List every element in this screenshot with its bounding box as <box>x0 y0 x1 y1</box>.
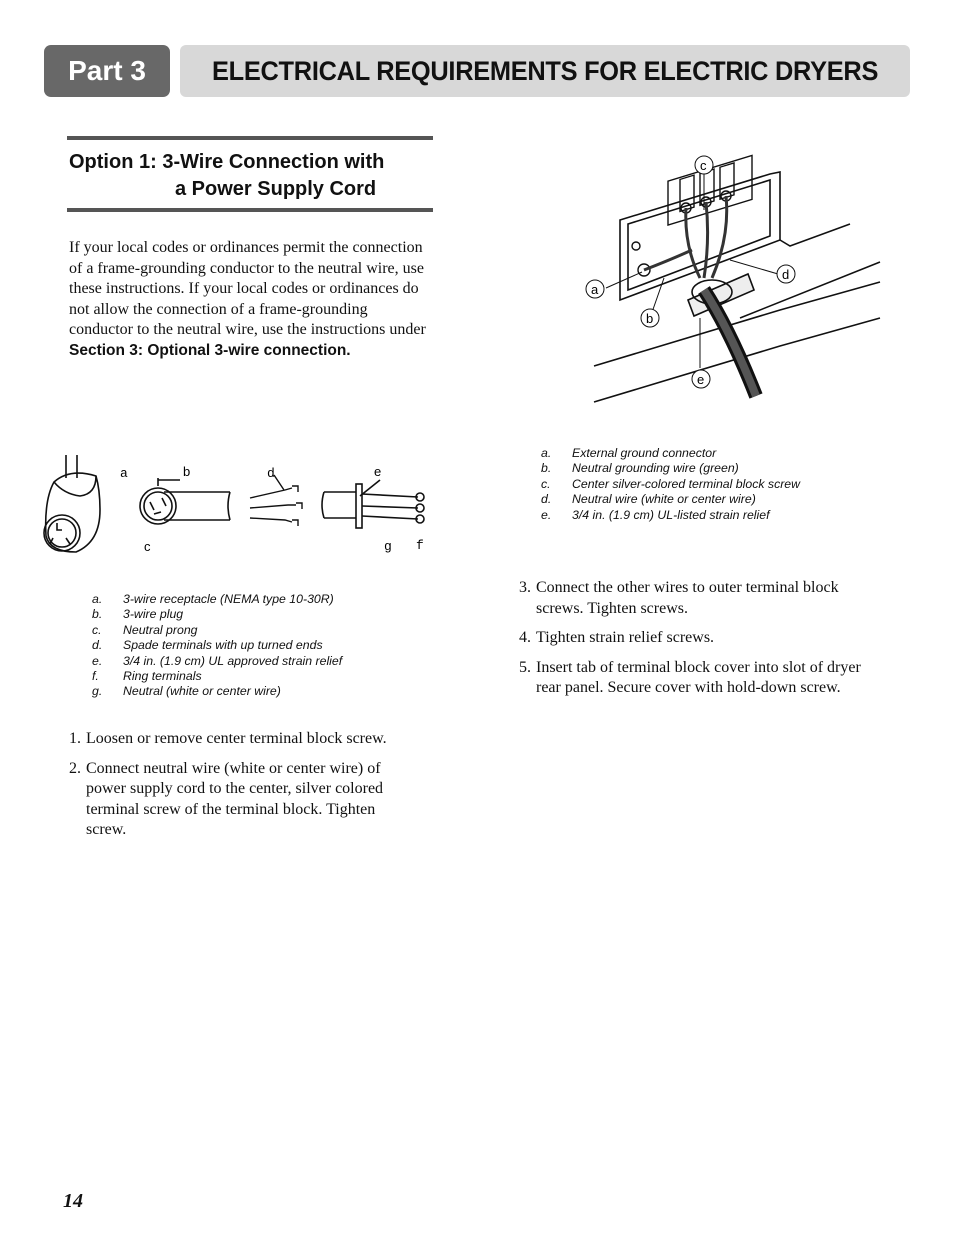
step-item <box>69 759 419 841</box>
legend-key: d. <box>92 638 103 653</box>
legend-text: Neutral grounding wire (green) <box>572 461 739 476</box>
step-text: Insert tab of terminal block cover into slot of dryer rear panel. Secure cover with hold-down screw. <box>536 658 861 697</box>
legend-text: 3/4 in. (1.9 cm) UL approved strain relief <box>123 653 343 668</box>
section-title-line1: Option 1: 3-Wire Connection with <box>69 151 385 173</box>
intro-text: If your local codes or ordinances permit the connection of a frame-grounding conductor to the neutral wire, use these instructions. If your local codes or ordinances do not allow the connection of a frame-grounding conductor to the neutral wire, use the instructions under <box>69 239 426 339</box>
legend-row <box>541 461 800 476</box>
legend-key: g. <box>92 684 103 699</box>
legend-row <box>92 684 342 699</box>
legend-row <box>92 607 342 622</box>
right-figure-legend <box>541 446 800 523</box>
intro-section-reference: Section 3: Optional 3-wire connection. <box>69 341 351 359</box>
legend-key: e. <box>541 507 552 522</box>
legend-row <box>92 638 342 653</box>
legend-text: Center silver-colored terminal block screw <box>572 476 801 491</box>
callout-right-a: a <box>591 282 599 297</box>
step-item <box>519 658 869 699</box>
legend-text: Ring terminals <box>123 669 202 684</box>
callout-left-c: c <box>144 539 151 554</box>
step-text: Tighten strain relief screws. <box>536 629 715 647</box>
callout-left-e: e <box>374 464 382 479</box>
callout-left-b: b <box>183 464 191 479</box>
legend-text: Neutral wire (white or center wire) <box>572 492 756 507</box>
legend-row <box>92 623 342 638</box>
step-number: 1. <box>69 730 81 747</box>
step-number: 3. <box>519 579 531 596</box>
step-item <box>69 729 419 750</box>
callout-right-c: c <box>700 158 707 173</box>
callout-right-b: b <box>646 311 654 326</box>
callout-circles <box>586 156 795 388</box>
step-number: 5. <box>519 658 531 676</box>
callout-left-a: a <box>120 466 128 481</box>
callout-leaders <box>606 174 778 368</box>
step-number: 4. <box>519 629 531 647</box>
legend-row <box>541 446 800 461</box>
legend-text: Neutral prong <box>123 622 198 637</box>
legend-key: f. <box>92 669 99 684</box>
legend-text: Neutral (white or center wire) <box>123 684 281 699</box>
legend-text: External ground connector <box>572 446 717 460</box>
legend-key: a. <box>92 592 103 606</box>
legend-text: 3-wire plug <box>123 607 184 622</box>
section-title-line2: a Power Supply Cord <box>175 178 377 200</box>
part-label: Part 3 <box>68 55 146 86</box>
legend-text: 3-wire receptacle (NEMA type 10-30R) <box>123 592 334 606</box>
step-text: Connect neutral wire (white or center wire) of power supply cord to the center, silver colored terminal screw of the terminal block. Tighten screw. <box>86 759 384 839</box>
page-title: ELECTRICAL REQUIREMENTS FOR ELECTRIC DRYERS <box>212 55 879 86</box>
receptacle-drawing <box>44 455 100 552</box>
legend-row <box>541 492 800 507</box>
callout-right-d: d <box>782 267 790 282</box>
spade-terminal-wires <box>250 475 302 526</box>
legend-key: d. <box>541 492 552 507</box>
legend-key: c. <box>92 622 102 637</box>
intro-paragraph <box>69 238 429 362</box>
strain-relief-cord <box>322 480 424 528</box>
legend-key: e. <box>92 653 103 668</box>
legend-row <box>92 669 342 684</box>
step-text: Loosen or remove center terminal block screw. <box>86 730 387 747</box>
steps-left <box>69 729 419 850</box>
cord-components-illustration <box>40 450 440 560</box>
legend-key: b. <box>92 607 103 622</box>
legend-row <box>541 508 800 523</box>
legend-row <box>92 592 342 607</box>
section-title <box>69 149 439 203</box>
steps-right <box>519 578 869 708</box>
page-title-bar <box>180 45 910 97</box>
callout-right-e: e <box>697 372 705 387</box>
step-item <box>519 628 869 649</box>
step-number: 2. <box>69 759 81 777</box>
legend-text: Spade terminals with up turned ends <box>123 638 323 653</box>
page-number: 14 <box>63 1190 83 1212</box>
step-item <box>519 578 869 619</box>
legend-key: a. <box>541 446 552 460</box>
legend-key: b. <box>541 461 552 476</box>
legend-row <box>92 654 342 669</box>
terminal-block-illustration <box>580 150 900 410</box>
callout-left-d: d <box>267 466 275 481</box>
legend-key: c. <box>541 476 551 491</box>
part-label-badge <box>44 45 170 97</box>
callout-left-g: g <box>384 539 392 554</box>
step-text: Connect the other wires to outer terminal block screws. Tighten screws. <box>536 579 839 617</box>
callout-left-f: f <box>416 538 424 553</box>
section-rule-bottom <box>67 208 433 212</box>
section-rule-top <box>67 136 433 140</box>
plug-drawing <box>140 478 230 524</box>
left-figure-legend <box>92 592 342 700</box>
legend-text: 3/4 in. (1.9 cm) UL-listed strain relief <box>572 507 770 522</box>
legend-row <box>541 477 800 492</box>
